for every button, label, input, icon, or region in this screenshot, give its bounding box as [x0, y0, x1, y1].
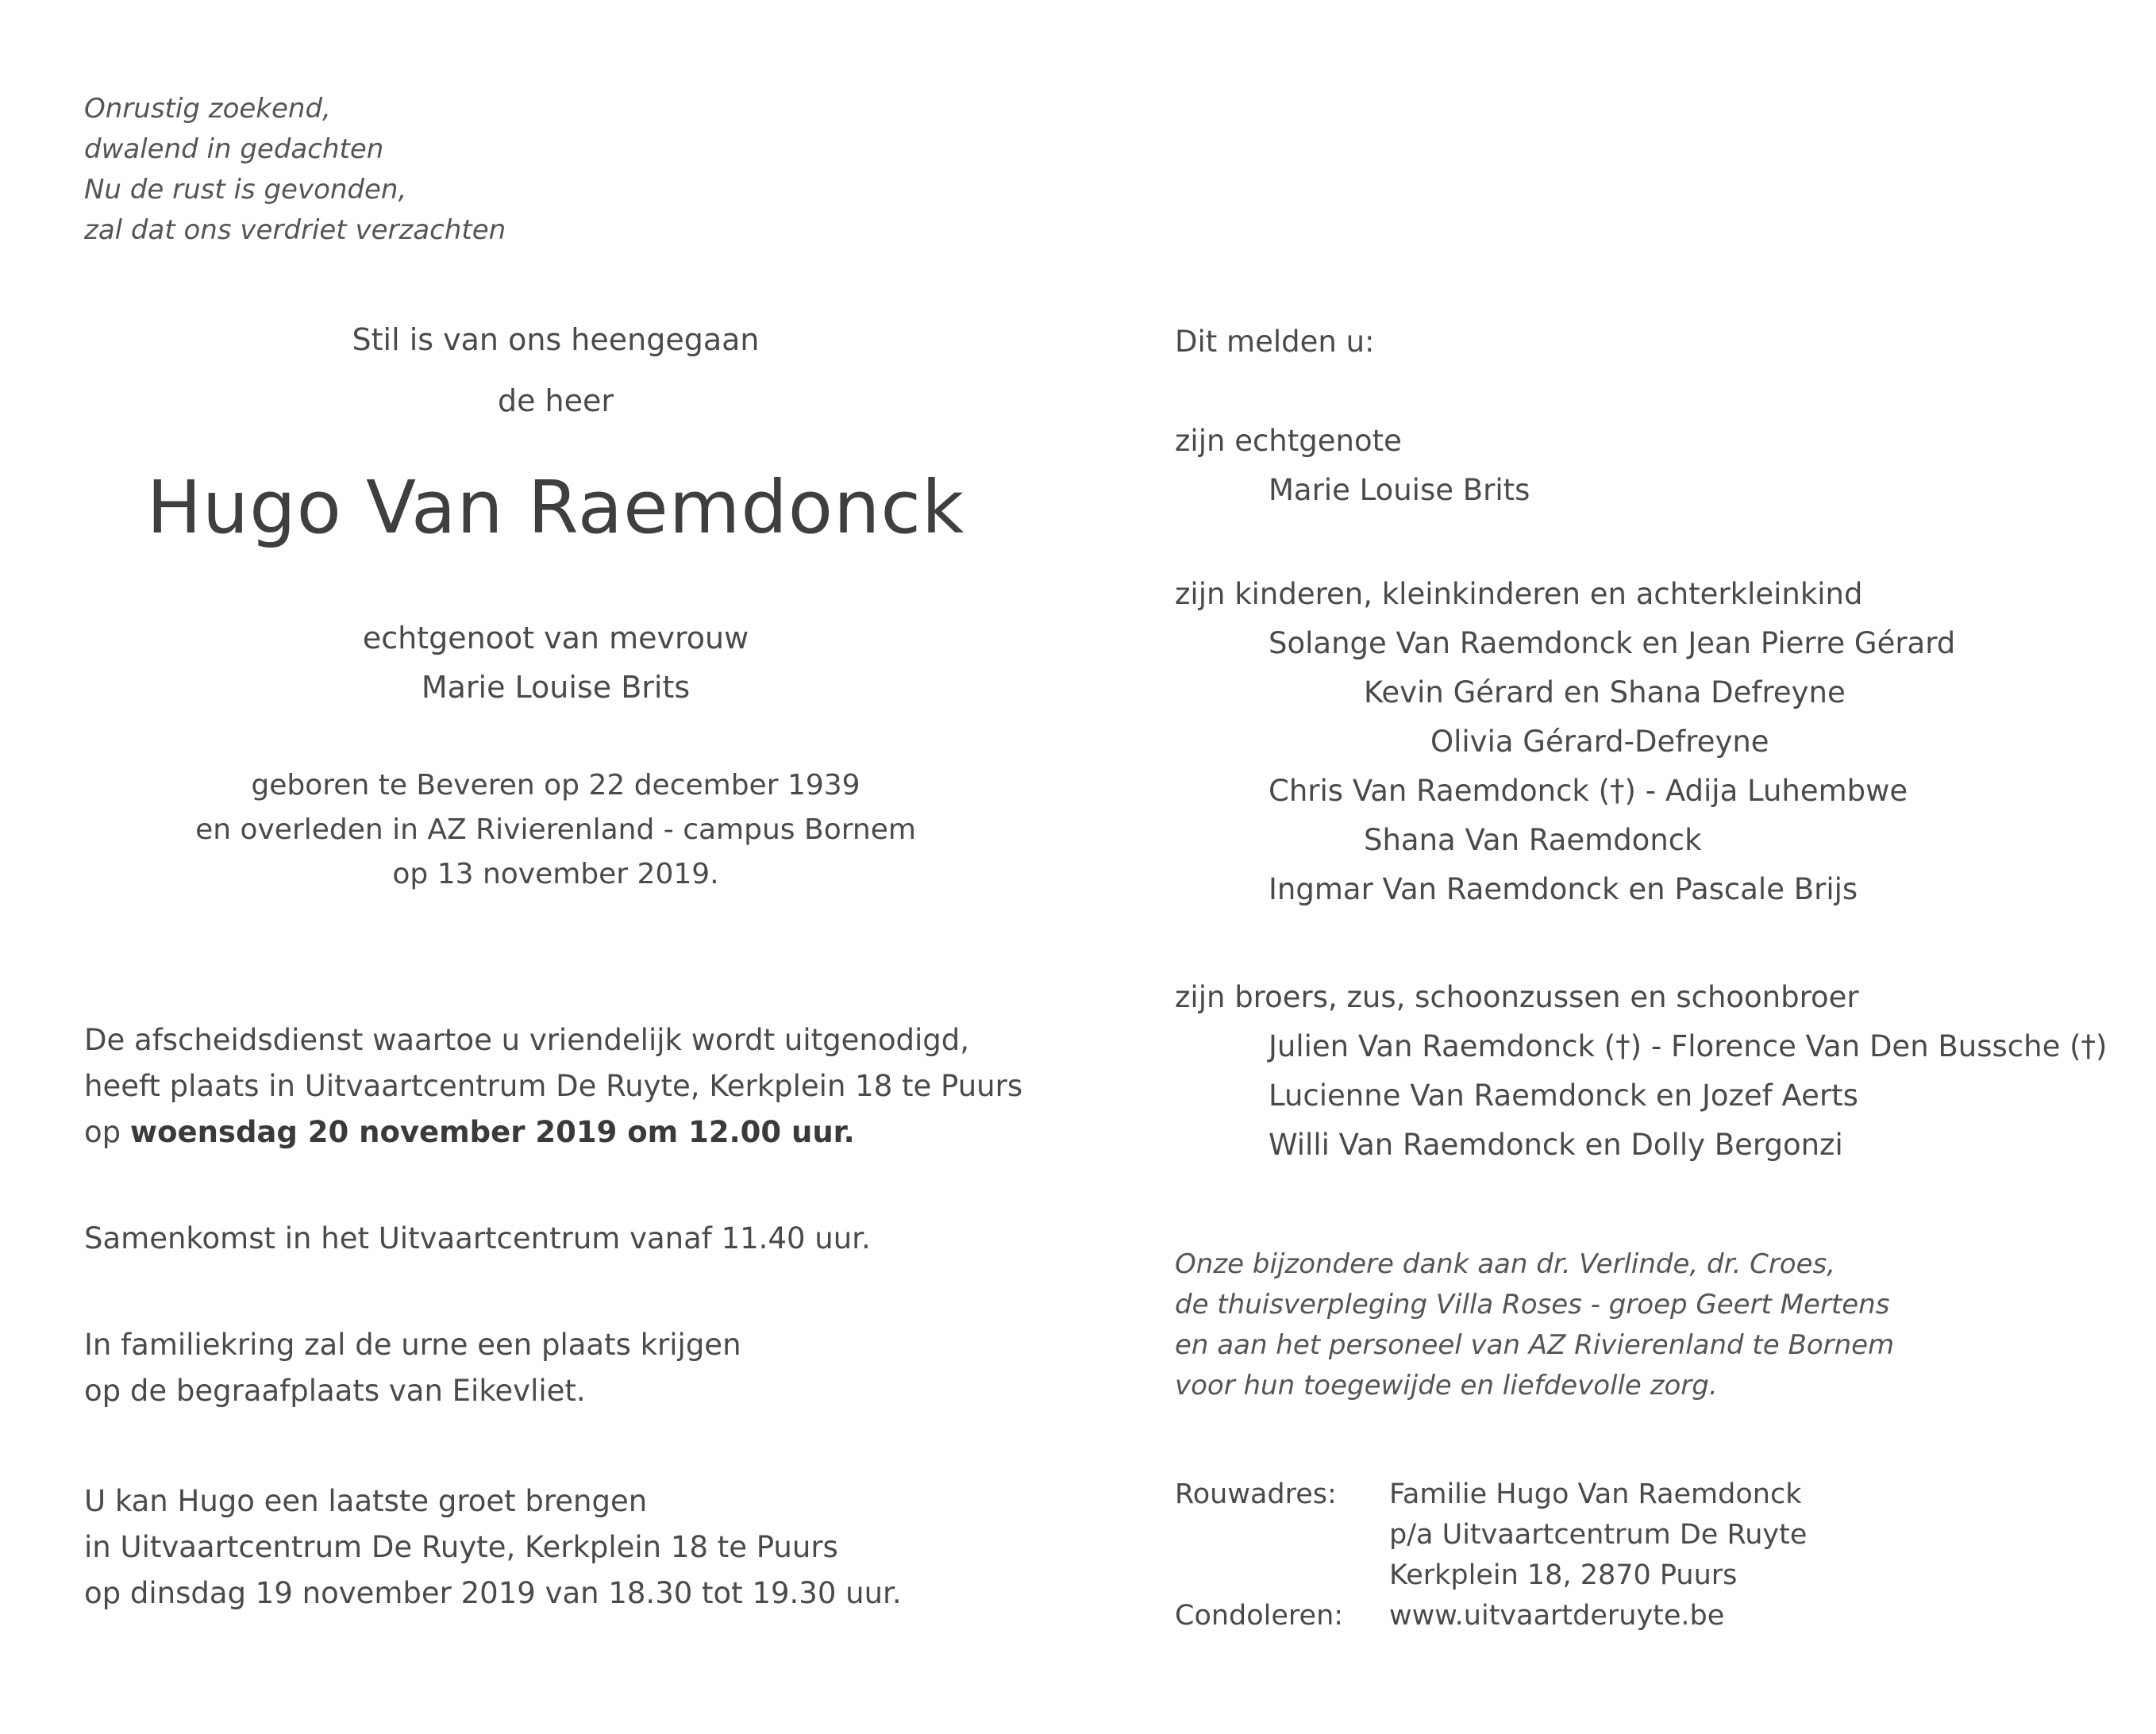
condolence-link[interactable]: www.uitvaartderuyte.be [1389, 1600, 1725, 1632]
spouse-name: Marie Louise Brits [421, 670, 691, 705]
children-label: zijn kinderen, kleinkinderen en achterkleinkind [1175, 577, 1863, 611]
child-entry: Chris Van Raemdonck (†) - Adija Luhembwe [1269, 774, 1908, 808]
service-date-prefix: op [84, 1115, 130, 1149]
children-section [1175, 570, 1955, 914]
wife-section [1175, 417, 1530, 515]
death-line: en overleden in AZ Rivierenland - campus Bornem [195, 813, 916, 846]
thanks-line: voor hun toegewijde en liefdevolle zorg. [1175, 1370, 1718, 1401]
poem-line: zal dat ons verdriet verzachten [84, 214, 506, 246]
intro-text: Stil is van ons heengegaan [352, 322, 760, 357]
farewell-info [84, 1478, 902, 1617]
sibling-entry: Willi Van Raemdonck en Dolly Bergonzi [1269, 1128, 1843, 1162]
grandchild-entry: Shana Van Raemdonck [1364, 823, 1702, 857]
poem-line: Onrustig zoekend, [84, 93, 331, 125]
contact-block [1175, 1474, 1807, 1636]
poem-line: dwalend in gedachten [84, 133, 384, 165]
urn-line: In familiekring zal de urne een plaats krijgen [84, 1328, 741, 1362]
service-date-line [84, 1109, 1022, 1155]
thanks-line: Onze bijzondere dank aan dr. Verlinde, dr. Croes, [1175, 1248, 1836, 1280]
service-info [84, 1017, 1022, 1155]
service-date: woensdag 20 november 2019 om 12.00 uur. [129, 1115, 855, 1149]
urn-info [84, 1322, 741, 1414]
birth-line: geboren te Beveren op 22 december 1939 [251, 769, 860, 802]
farewell-line: U kan Hugo een laatste groet brengen [84, 1484, 648, 1518]
condolence-label: Condoleren: [1175, 1600, 1344, 1632]
sibling-entry: Lucienne Van Raemdonck en Jozef Aerts [1269, 1078, 1858, 1113]
farewell-line: in Uitvaartcentrum De Ruyte, Kerkplein 18 te Puurs [84, 1530, 838, 1564]
great-grandchild-entry: Olivia Gérard-Defreyne [1430, 725, 1769, 759]
urn-line: op de begraafplaats van Eikevliet. [84, 1374, 586, 1408]
child-entry: Ingmar Van Raemdonck en Pascale Brijs [1269, 872, 1858, 906]
gathering-info: Samenkomst in het Uitvaartcentrum vanaf 11.40 uur. [84, 1221, 871, 1255]
address-line: p/a Uitvaartcentrum De Ruyte [1389, 1519, 1808, 1551]
deceased-name: Hugo Van Raemdonck [146, 465, 965, 550]
thanks-line: de thuisverpleging Villa Roses - groep Geert Mertens [1175, 1289, 1890, 1321]
death-date-line: op 13 november 2019. [392, 858, 719, 890]
address-line: Kerkplein 18, 2870 Puurs [1389, 1559, 1738, 1591]
grandchild-entry: Kevin Gérard en Shana Defreyne [1364, 675, 1846, 709]
service-line: De afscheidsdienst waartoe u vriendelijk wordt uitgenodigd, [84, 1023, 969, 1057]
opening-poem [84, 89, 506, 251]
child-entry: Solange Van Raemdonck en Jean Pierre Gérard [1269, 626, 1956, 660]
thanks-line: en aan het personeel van AZ Rivierenland te Bornem [1175, 1329, 1895, 1361]
thanks-note [1175, 1244, 1894, 1406]
spouse-label: echtgenoot van mevrouw [362, 621, 749, 656]
service-line: heeft plaats in Uitvaartcentrum De Ruyte, Kerkplein 18 te Puurs [84, 1069, 1023, 1103]
poem-line: Nu de rust is gevonden, [84, 174, 407, 206]
birth-death-info [79, 763, 1032, 897]
sibling-entry: Julien Van Raemdonck (†) - Florence Van Den Bussche (†) [1269, 1029, 2108, 1063]
wife-name: Marie Louise Brits [1269, 473, 1530, 507]
address-label: Rouwadres: [1175, 1478, 1337, 1510]
address-line: Familie Hugo Van Raemdonck [1389, 1478, 1802, 1510]
wife-label: zijn echtgenote [1175, 424, 1402, 458]
announce-intro: Dit melden u: [1175, 325, 1375, 359]
siblings-section [1175, 973, 2108, 1170]
farewell-line: op dinsdag 19 november 2019 van 18.30 tot 19.30 uur. [84, 1576, 902, 1610]
siblings-label: zijn broers, zus, schoonzussen en schoonbroer [1175, 980, 1859, 1014]
honorific: de heer [497, 383, 614, 418]
